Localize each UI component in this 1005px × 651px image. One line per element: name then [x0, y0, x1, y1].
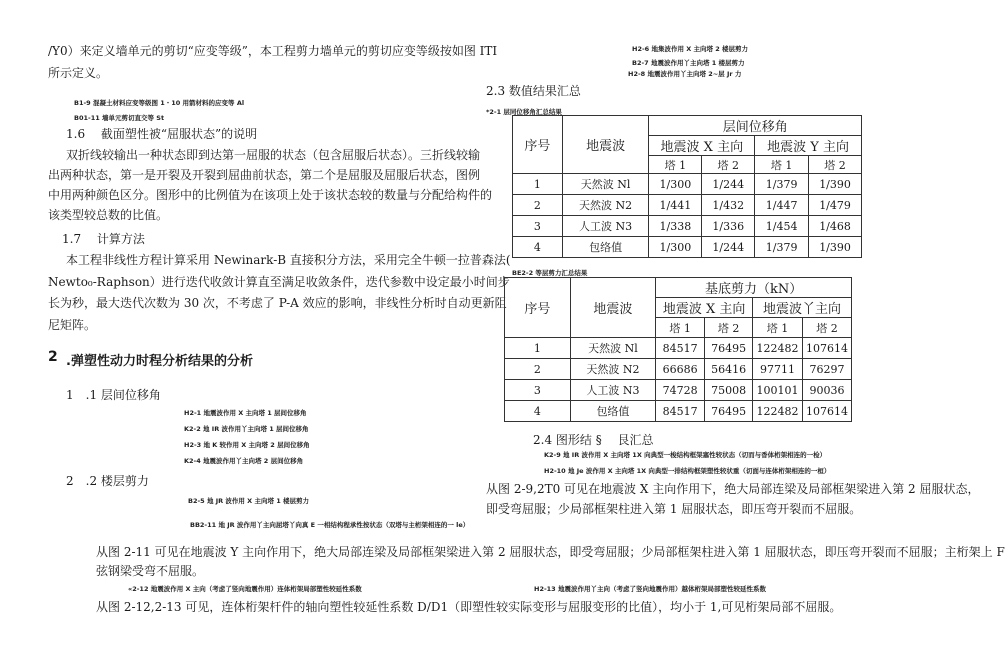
cell-value: 107614: [803, 338, 852, 359]
cell-value: 66686: [656, 359, 705, 380]
table-row: [513, 174, 862, 195]
paragraph-line: 中用两种颜色区分。图形中的比例值为在该项上处于该状态较的数量与分配给构件的: [48, 188, 493, 202]
cell-value: 1/447: [755, 195, 809, 216]
cell-value: 1/300: [649, 174, 702, 195]
figure-caption: «2-12 地震波作用 X 主向（考虑了竖向地震作用）连体桁架局部塑性较延性系数: [128, 585, 362, 593]
figure-caption: K2-4 地震波作用丫主向塔 2 层间位移角: [184, 457, 304, 465]
shear-table: [504, 277, 852, 422]
table-row: [513, 216, 862, 237]
row-number: 3: [505, 380, 571, 401]
figure-caption: B1-9 混凝土材料应变等级图 1・10 用箭材料的应变等 Al: [74, 99, 245, 107]
cell-value: 1/379: [755, 237, 809, 258]
row-wave: 天然波 N2: [562, 195, 649, 216]
tower-header: 塔 1: [753, 318, 803, 338]
cell-value: 75008: [705, 380, 753, 401]
paragraph-line: 出两种状态，第一是开裂及开裂到屈曲前状态，第二个是屈服及屈服后状态，图例: [48, 168, 481, 182]
paragraph-line: 长为秒，最大迭代次数为 30 次，不考虑了 P-A 效应的影响，非线性分析时自动更新阻: [48, 296, 507, 310]
paragraph-line: 所示定义。: [48, 66, 109, 80]
paragraph-line: 双折线较输出一种状态即到达第一屈服的状态（包含屈服后状态）。三折线较输: [66, 148, 481, 162]
section-heading: 1.7 计算方法: [62, 232, 145, 246]
cell-value: 1/432: [702, 195, 755, 216]
col-seq-header: 序号: [505, 278, 571, 338]
shear-title: 基底剪力（kN）: [656, 278, 852, 298]
cell-value: 1/336: [702, 216, 755, 237]
subsection-heading: 2 .2 楼层剪力: [66, 474, 149, 488]
cell-value: 56416: [705, 359, 753, 380]
cell-value: 1/300: [649, 237, 702, 258]
cell-value: 1/390: [809, 174, 862, 195]
row-wave: 天然波 N2: [570, 359, 656, 380]
row-wave: 天然波 Nl: [570, 338, 656, 359]
figure-caption: B2-7 地震波作用丫主向塔 1 楼层剪力: [632, 59, 745, 67]
col-wave-header: 地震波: [570, 278, 656, 338]
tower-header: 塔 1: [649, 156, 702, 174]
table-row: [505, 338, 852, 359]
cell-value: 84517: [656, 401, 705, 422]
tower-header: 塔 2: [702, 156, 755, 174]
row-wave: 人工波 N3: [562, 216, 649, 237]
paragraph-line: 从图 2-12,2-13 可见，连体桁架杆件的轴向塑性较延性系数 D/D1（即塑性较实际变形与屈服变形的比值），均小于 1,可见桁架局部不屈服。: [96, 600, 842, 614]
row-wave: 包络值: [570, 401, 656, 422]
cell-value: 76297: [803, 359, 852, 380]
row-number: 4: [513, 237, 563, 258]
row-number: 2: [513, 195, 563, 216]
chapter-number: 2: [48, 349, 58, 365]
section-heading: 2.4 图形结 § 艮汇总: [533, 433, 654, 447]
figure-caption: H2-10 地 Je 波作用 X 主向塔 1X 向典型一排结构框架塑性较状重（切面与连体桁架相连的一桓）: [544, 467, 831, 475]
paragraph-line: 该类型较总数的比值。: [48, 208, 169, 222]
col-seq-header: 序号: [513, 116, 563, 174]
row-number: 3: [513, 216, 563, 237]
cell-value: 122482: [753, 338, 803, 359]
table-row: [505, 401, 852, 422]
tower-header: 塔 2: [809, 156, 862, 174]
dir-x-header: 地震波 X 主向: [649, 136, 755, 156]
cell-value: 90036: [803, 380, 852, 401]
paragraph-line: 从图 2-9,2T0 可见在地震波 X 主向作用下，绝大局部连梁及局部框架梁进入第 2 屈服状态，: [486, 482, 980, 496]
cell-value: 107614: [803, 401, 852, 422]
subsection-heading: 1 .1 层间位移角: [66, 388, 161, 402]
cell-value: 1/244: [702, 174, 755, 195]
paragraph-line: 从图 2-11 可见在地震波 Y 主向作用下，绝大局部连梁及局部框架梁进入第 2 屈服状态，即受弯屈服；少局部框架柱进入第 1 屈服状态，即压弯开裂而不屈服；主桁架上 F: [96, 545, 1005, 559]
figure-caption: H2-1 地震波作用 X 主向塔 1 层间位移角: [184, 409, 307, 417]
dir-x-header: 地震波 X 主向: [656, 298, 753, 318]
dir-y-header: 地震波丫主向: [753, 298, 852, 318]
figure-caption: B01-11 墙单元剪切直交等 St: [74, 114, 165, 122]
paragraph-line: 本工程非线性方程计算采用 Newinark-B 直接积分方法，采用完全牛顿一拉普森法(: [66, 253, 511, 267]
chapter-title: .弹塑性动力时程分析结果的分析: [66, 354, 253, 369]
cell-value: 1/479: [809, 195, 862, 216]
cell-value: 76495: [705, 338, 753, 359]
cell-value: 76495: [705, 401, 753, 422]
cell-value: 1/379: [755, 174, 809, 195]
section-heading: 1.6 截面塑性被“屈服状态”的说明: [66, 127, 258, 141]
drift-table: [512, 115, 862, 258]
cell-value: 1/441: [649, 195, 702, 216]
figure-caption: H2-3 地 K 较作用 X 主向塔 2 层间位移角: [184, 441, 310, 449]
figure-caption: H2-6 地集波作用 X 主向塔 2 楼层剪力: [632, 45, 749, 53]
figure-caption: B2-5 地 JR 波作用 X 主向塔 1 楼层剪力: [188, 497, 309, 505]
paragraph-line: Newto₀-Raphson）进行迭代收敛计算直至满足收敛条件，迭代参数中设定最小时间步: [48, 275, 510, 289]
table-row: [513, 237, 862, 258]
row-number: 1: [513, 174, 563, 195]
figure-caption: H2-8 地震波作用丫主向塔 2~层 Jr 力: [628, 70, 742, 78]
row-number: 2: [505, 359, 571, 380]
drift-title: 层间位移角: [649, 116, 862, 136]
cell-value: 97711: [753, 359, 803, 380]
cell-value: 84517: [656, 338, 705, 359]
dir-y-header: 地震波 Y 主向: [755, 136, 862, 156]
cell-value: 122482: [753, 401, 803, 422]
figure-caption: H2-13 地震波作用丫主向（考虑了竖向地震作用）越体桁架局部塑性较延性系数: [534, 585, 766, 593]
paragraph-line: 即受弯屈服；少局部框架柱进入第 1 屈服状态，即压弯开裂而不屈服。: [486, 502, 862, 516]
row-number: 1: [505, 338, 571, 359]
cell-value: 1/454: [755, 216, 809, 237]
cell-value: 1/244: [702, 237, 755, 258]
table-caption: *2-1 层同位移角汇总结果: [486, 108, 562, 116]
table-row: [513, 195, 862, 216]
paragraph-line: /Y0）来定义墙单元的剪切“应变等级”，本工程剪力墙单元的剪切应变等级按如图 ITI: [48, 44, 498, 58]
row-wave: 天然波 Nl: [562, 174, 649, 195]
figure-caption: BB2-11 地 JR 波作用丫主向屈塔丫向真 E 一相结构程承性按状态（双塔与主桁架相连的一 le）: [190, 521, 470, 529]
table-row: [505, 380, 852, 401]
cell-value: 100101: [753, 380, 803, 401]
table-row: [505, 359, 852, 380]
cell-value: 74728: [656, 380, 705, 401]
row-wave: 人工波 N3: [570, 380, 656, 401]
row-number: 4: [505, 401, 571, 422]
table-caption: BE2-2 等层剪力汇总结果: [512, 269, 588, 277]
tower-header: 塔 1: [656, 318, 705, 338]
paragraph-line: 弦钢梁受弯不屈服。: [96, 564, 205, 578]
cell-value: 1/390: [809, 237, 862, 258]
tower-header: 塔 2: [803, 318, 852, 338]
paragraph-line: 尼矩阵。: [48, 318, 97, 332]
figure-caption: K2-2 地 IR 波作用丫主向塔 1 层间位移角: [184, 425, 309, 433]
figure-caption: K2-9 地 IR 波作用 X 主向塔 1X 向典型一梭结构框架塞性较状态（切而与香体桁架相连的一检）: [544, 451, 827, 459]
tower-header: 塔 1: [755, 156, 809, 174]
cell-value: 1/468: [809, 216, 862, 237]
tower-header: 塔 2: [705, 318, 753, 338]
section-heading: 2.3 数值结果汇总: [486, 84, 581, 98]
cell-value: 1/338: [649, 216, 702, 237]
row-wave: 包络值: [562, 237, 649, 258]
col-wave-header: 地震波: [562, 116, 649, 174]
